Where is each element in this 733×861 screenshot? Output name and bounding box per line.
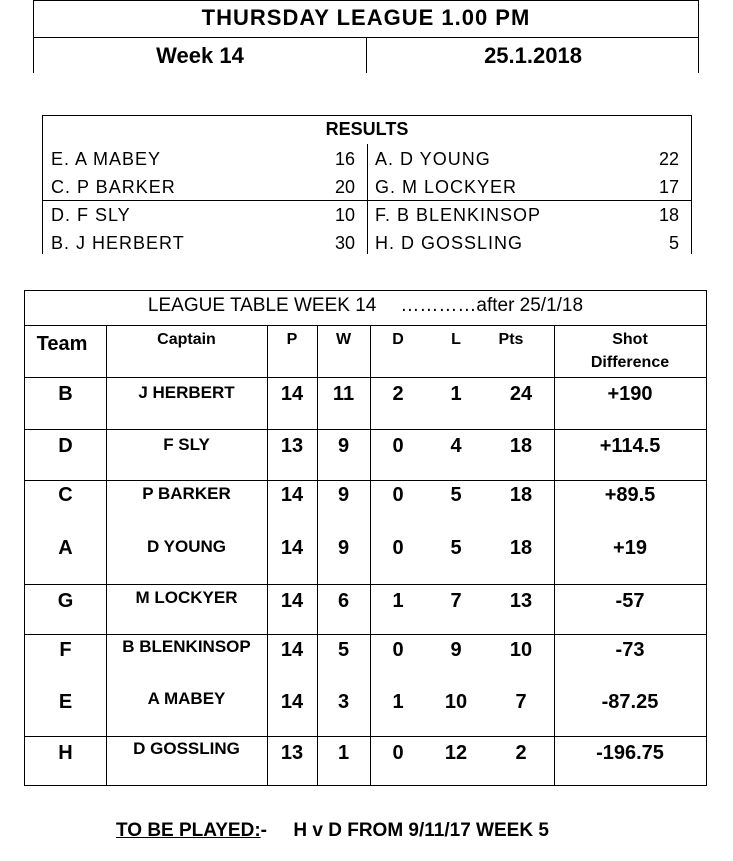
away-team: A. D YOUNG [375,149,491,169]
row-w: 1 [337,742,350,764]
to-be-played-text: - H v D FROM 9/11/17 WEEK 5 [260,820,549,841]
row-team: H [58,742,73,764]
row-pts: 10 [509,639,533,661]
row-pts: 13 [509,590,533,612]
row-captain: B BLENKINSOP [122,637,251,656]
result-row [43,146,691,174]
row-team: C [58,484,73,506]
results-title: RESULTS [325,119,409,139]
row-shot-diff: -87.25 [601,691,659,713]
col-header-team: Team [36,333,88,355]
week-row [33,37,699,73]
row-shot-diff: +19 [613,537,647,559]
grid-line [25,736,706,737]
row-captain: J HERBERT [138,383,235,402]
row-p: 14 [280,691,304,713]
week-label: Week 14 [156,43,244,68]
row-l: 5 [450,537,462,559]
row-team: D [58,435,73,457]
home-team: C. P BARKER [51,177,176,197]
row-p: 13 [280,742,304,764]
row-pts: 18 [509,537,533,559]
row-p: 14 [280,537,304,559]
away-score: 22 [658,149,679,169]
row-l: 5 [450,484,462,506]
grid-line [25,634,706,635]
row-captain: F SLY [163,435,210,454]
league-table-title-suffix: …………after 25/1/18 [400,295,584,316]
row-pts: 2 [515,742,527,764]
home-score: 30 [334,233,355,253]
to-be-played-label: TO BE PLAYED: [116,820,261,841]
away-score: 18 [658,205,679,225]
row-d: 2 [392,383,404,405]
away-team: F. B BLENKINSOP [375,205,542,225]
home-score: 20 [334,177,355,197]
row-d: 0 [392,742,404,764]
date-label: 25.1.2018 [484,43,582,68]
row-d: 1 [392,691,404,713]
row-captain: M LOCKYER [135,588,238,607]
row-w: 9 [337,435,350,457]
grid-line [25,584,706,585]
row-shot-diff: -73 [615,639,645,661]
row-w: 6 [337,590,350,612]
row-p: 13 [280,435,304,457]
row-captain: A MABEY [147,689,226,708]
league-table [24,290,707,786]
row-team: B [58,383,73,405]
row-shot-diff: +89.5 [604,484,656,506]
row-l: 1 [450,383,462,405]
row-team: A [58,537,73,559]
col-header-d: D [392,331,404,348]
row-shot-diff: +190 [607,383,653,405]
league-table-title [25,295,706,317]
col-header-captain: Captain [157,331,216,348]
row-shot-diff: -57 [615,590,645,612]
row-l: 4 [450,435,462,457]
row-team: F [59,639,72,661]
row-l: 9 [450,639,462,661]
row-pts: 18 [509,484,533,506]
home-team: E. A MABEY [51,149,162,169]
row-pts: 7 [515,691,527,713]
result-row [43,202,691,230]
col-header-l: L [451,331,461,348]
row-l: 7 [450,590,462,612]
grid-line [25,325,706,326]
row-w: 3 [337,691,350,713]
row-d: 1 [392,590,404,612]
row-pts: 24 [509,383,533,405]
row-d: 0 [392,435,404,457]
league-title: THURSDAY LEAGUE 1.00 PM [201,5,531,30]
away-team: G. M LOCKYER [375,177,518,197]
title-row [33,0,699,38]
league-table-title-text: LEAGUE TABLE WEEK 14 [147,295,377,316]
to-be-played-note [116,820,549,842]
away-team: H. D GOSSLING [375,233,524,253]
col-header-pts: Pts [498,331,524,348]
row-w: 5 [337,639,350,661]
row-shot-diff: +114.5 [599,435,661,457]
row-shot-diff: -196.75 [596,742,664,764]
row-captain: D GOSSLING [133,739,240,758]
row-l: 10 [444,691,468,713]
away-score: 5 [668,233,679,253]
grid-line [25,429,706,430]
row-w: 11 [332,383,355,405]
away-score: 17 [658,177,679,197]
col-header-p: P [286,331,298,348]
home-score: 10 [334,205,355,225]
row-l: 12 [444,742,468,764]
row-w: 9 [337,484,350,506]
row-p: 14 [280,383,304,405]
home-team: B. J HERBERT [51,233,185,253]
col-header-w: W [335,331,352,348]
row-d: 0 [392,639,404,661]
home-team: D. F SLY [51,205,131,225]
col-header-difference: Difference [590,354,670,371]
col-header-shot: Shot [612,331,648,348]
row-d: 0 [392,484,404,506]
row-p: 14 [280,590,304,612]
row-pts: 18 [509,435,533,457]
row-p: 14 [280,484,304,506]
result-row [43,230,691,258]
row-p: 14 [280,639,304,661]
row-d: 0 [392,537,404,559]
row-team: G [57,590,74,612]
grid-line [25,377,706,378]
grid-line [25,480,706,481]
row-w: 9 [337,537,350,559]
row-team: E [58,691,73,713]
row-captain: D YOUNG [146,537,227,556]
results-box [42,115,692,254]
league-header [33,0,699,73]
row-captain: P BARKER [142,484,231,503]
home-score: 16 [334,149,355,169]
result-row [43,174,691,202]
